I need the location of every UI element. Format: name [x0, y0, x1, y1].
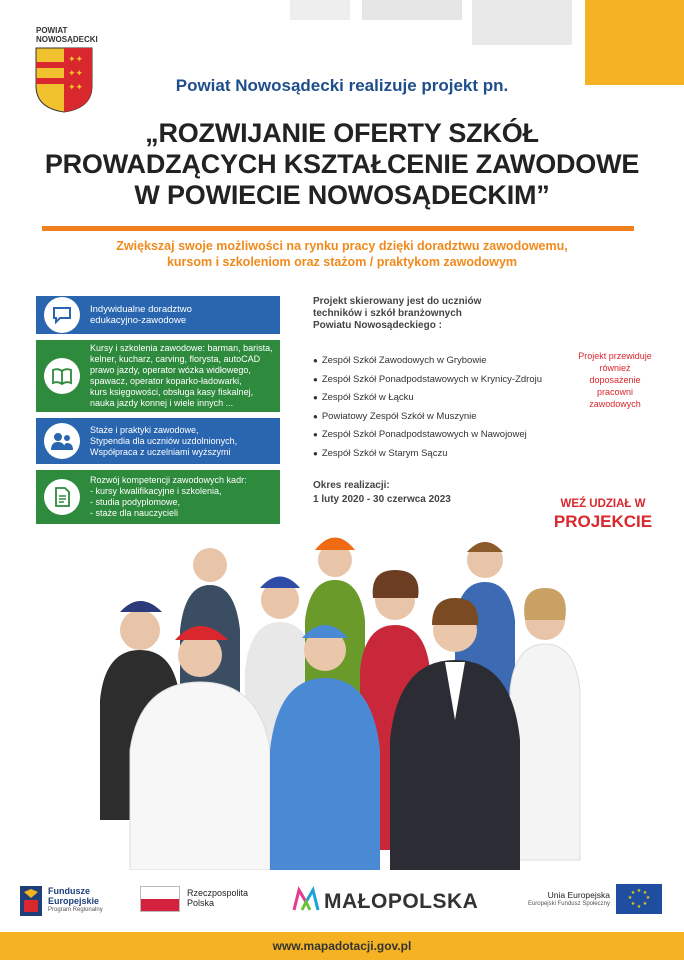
- cta-line-2: PROJEKCIE: [553, 512, 653, 531]
- note-line: pracowni: [596, 387, 634, 397]
- list-item: ● Zespół Szkół Ponadpodstawowych w Nawojowej: [313, 426, 563, 445]
- list-item: ● Zespół Szkół w Łącku: [313, 389, 563, 408]
- svg-text:★: ★: [642, 901, 648, 907]
- offer-line: Staże i praktyki zawodowe,: [90, 424, 199, 435]
- equipment-note: [560, 350, 670, 410]
- svg-text:★: ★: [630, 890, 636, 896]
- list-item: ● Zespół Szkół Zawodowych w Grybowie: [313, 352, 563, 371]
- note-line: również: [599, 363, 631, 373]
- footer-url[interactable]: www.mapadotacji.gov.pl: [0, 932, 684, 960]
- list-item: ● Zespół Szkół w Starym Sączu: [313, 445, 563, 464]
- target-audience: [313, 296, 513, 332]
- cta-line-1: WEŹ UDZIAŁ W: [560, 498, 646, 510]
- svg-text:★: ★: [636, 888, 642, 894]
- offer-line: - kursy kwalifikacyjne i szkolenia,: [90, 486, 222, 496]
- offer-line: spawacz, operator koparko-ładowarki,: [90, 376, 242, 386]
- intro-line: Powiat Nowosądecki realizuje projekt pn.: [175, 76, 509, 95]
- title-line: PROWADZĄCYCH KSZTAŁCENIE ZAWODOWE: [44, 149, 640, 179]
- eu-flag-icon: [616, 884, 662, 914]
- project-title: [30, 118, 654, 211]
- students-group-photo: [70, 520, 630, 870]
- crest-label: POWIAT NOWOSĄDECKI: [36, 26, 98, 44]
- document-icon: [44, 479, 80, 515]
- funding-logos: [0, 880, 684, 930]
- ue-label: Unia Europejska: [547, 890, 610, 900]
- malopolska-label: MAŁOPOLSKA: [324, 890, 479, 913]
- decor-block: [290, 0, 350, 20]
- decor-block: [472, 0, 572, 45]
- offer-line: kelner, kucharz, carving, florysta, autoCAD: [90, 354, 261, 364]
- list-item: ● Zespół Szkół Ponadpodstawowych w Krynicy-Zdroju: [313, 371, 563, 390]
- people-icon: [44, 423, 80, 459]
- period-value: 1 luty 2020 - 30 czerwca 2023: [313, 494, 451, 505]
- period-label: Okres realizacji:: [313, 480, 390, 491]
- svg-text:★: ★: [642, 890, 648, 896]
- divider: [42, 226, 634, 231]
- title-line: „ROZWIJANIE OFERTY SZKÓŁ: [145, 118, 539, 148]
- chat-bubble-icon: [44, 297, 80, 333]
- offer-line: - staże dla nauczycieli: [90, 508, 179, 518]
- svg-text:✦✦: ✦✦: [68, 83, 84, 93]
- target-line: Projekt skierowany jest do uczniów: [313, 296, 482, 307]
- offer-box-staff: [36, 470, 280, 524]
- list-item: ● Powiatowy Zespół Szkół w Muszynie: [313, 408, 563, 427]
- rp-label: Rzeczpospolita: [187, 888, 249, 898]
- fe-label: Fundusze: [48, 886, 90, 896]
- decor-block: [362, 0, 462, 20]
- person-figure: [510, 588, 580, 860]
- offer-line: Stypendia dla uczniów uzdolnionych,: [90, 435, 238, 446]
- offer-box-internships: [36, 418, 280, 464]
- offer-line: prawo jazdy, operator wózka widłowego,: [90, 365, 251, 375]
- offer-line: nauka jazdy konnej i wiele innych ...: [90, 398, 234, 408]
- svg-text:★: ★: [630, 901, 636, 907]
- decor-block: [585, 0, 684, 85]
- note-line: doposażenie: [589, 375, 641, 385]
- school-list: [313, 352, 563, 463]
- svg-text:★: ★: [627, 895, 633, 901]
- subtitle-line: kursom i szkoleniom oraz stażom / praktykom zawodowym: [166, 255, 518, 269]
- subtitle-line: Zwiększaj swoje możliwości na rynku pracy dzięki doradztwu zawodowemu,: [116, 239, 568, 253]
- svg-text:★: ★: [645, 895, 651, 901]
- target-line: Powiatu Nowosądeckiego :: [313, 320, 442, 331]
- offer-line: edukacyjno-zawodowe: [90, 315, 187, 326]
- offer-line: Rozwój kompetencji zawodowych kadr:: [90, 475, 247, 485]
- offer-box-courses: [36, 340, 280, 412]
- fe-label: Europejskie: [48, 896, 100, 906]
- offer-line: Indywidualne doradztwo: [90, 303, 192, 315]
- malopolska-logo-icon: [292, 886, 320, 912]
- offer-line: - studia podyplomowe,: [90, 497, 181, 507]
- note-line: Projekt przewiduje: [578, 351, 652, 361]
- svg-text:✦✦: ✦✦: [68, 55, 84, 65]
- offer-line: kurs księgowości, obsługa kasy fiskalnej,: [90, 387, 254, 397]
- poland-flag-icon: [140, 886, 180, 912]
- ue-fund-label: Europejski Fundusz Społeczny: [527, 901, 610, 907]
- rp-label: Polska: [187, 898, 215, 908]
- svg-text:★: ★: [636, 904, 642, 910]
- offer-line: Kursy i szkolenia zawodowe: barman, barista,: [90, 343, 273, 353]
- target-line: techników i szkół branżownych: [313, 308, 462, 319]
- offer-box-counseling: [36, 296, 280, 334]
- subtitle: [40, 238, 644, 270]
- book-icon: [44, 358, 80, 394]
- eu-funds-logo-icon: [20, 886, 42, 916]
- title-line: W POWIECIE NOWOSĄDECKIM”: [134, 180, 550, 210]
- note-line: zawodowych: [589, 399, 641, 409]
- offer-line: Współpraca z uczelniami wyższymi: [90, 446, 231, 457]
- svg-text:✦✦: ✦✦: [68, 69, 84, 79]
- fe-program-label: Program Regionalny: [48, 907, 103, 913]
